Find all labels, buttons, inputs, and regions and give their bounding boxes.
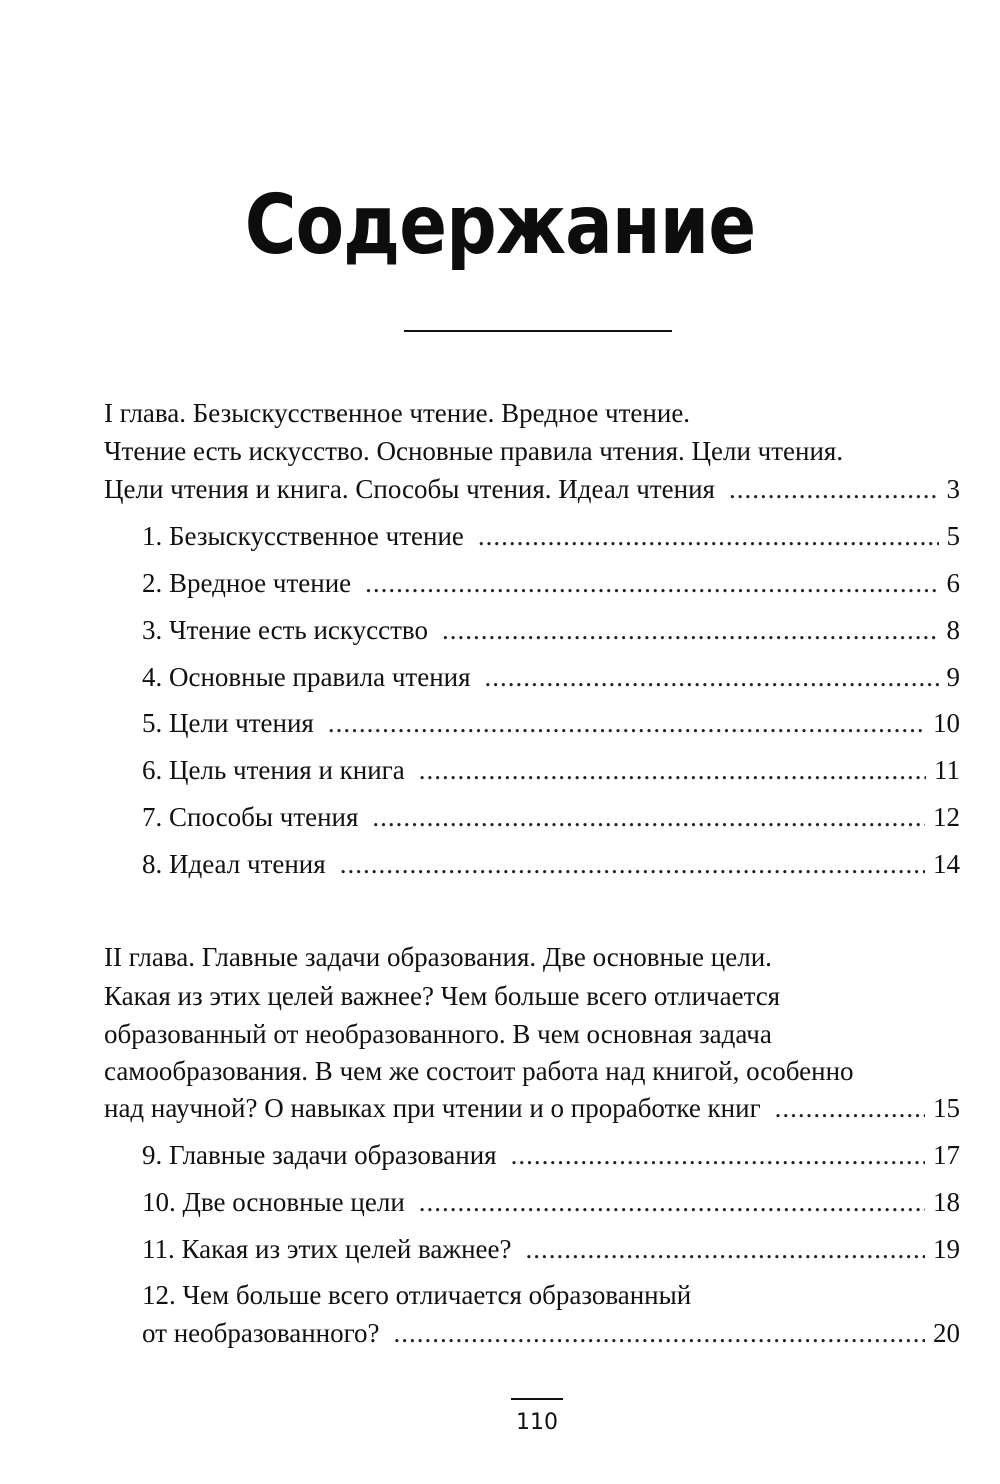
- dot-leader: [729, 472, 939, 506]
- toc-item[interactable]: [142, 847, 960, 881]
- dot-leader: [478, 519, 939, 553]
- dot-leader: [394, 1316, 925, 1350]
- toc-label: 6. Цель чтения и книга: [142, 755, 405, 785]
- toc-page-number: 11: [934, 755, 960, 785]
- toc-label: 8. Идеал чтения: [142, 849, 326, 879]
- toc-item[interactable]: [142, 1185, 960, 1219]
- toc-item[interactable]: [142, 1232, 960, 1266]
- toc-label: 2. Вредное чтение: [142, 568, 352, 598]
- toc-page-number: 20: [933, 1318, 960, 1348]
- toc-page-number: 14: [933, 849, 960, 879]
- toc-label: 7. Способы чтения: [142, 802, 359, 832]
- toc-page-number: 5: [946, 521, 960, 551]
- dot-leader: [511, 1138, 925, 1172]
- dot-leader: [328, 706, 925, 740]
- chapter2-heading-line: образованный от необразованного. В чем основная задача: [104, 1019, 772, 1049]
- toc-page-number: 19: [933, 1234, 960, 1264]
- title-divider: [404, 330, 672, 332]
- toc-item[interactable]: [142, 1138, 960, 1172]
- chapter2-heading-line: II глава. Главные задачи образования. Две основные цели.: [104, 942, 772, 972]
- page-title: Содержание: [244, 178, 756, 273]
- toc-label: 9. Главные задачи образования: [142, 1140, 497, 1170]
- toc-item[interactable]: [142, 660, 960, 694]
- toc-item[interactable]: [142, 519, 960, 553]
- toc-page-number: 12: [933, 802, 960, 832]
- toc-page-number: 9: [946, 662, 960, 692]
- toc-label: 1. Безыскусственное чтение: [142, 521, 464, 551]
- dot-leader: [485, 660, 939, 694]
- dot-leader: [372, 800, 925, 834]
- chapter1-heading-line: Чтение есть искусство. Основные правила чтения. Цели чтения.: [104, 436, 844, 466]
- dot-leader: [525, 1232, 925, 1266]
- toc-label: 4. Основные правила чтения: [142, 662, 471, 692]
- toc-page-number: 3: [946, 474, 960, 504]
- toc-item[interactable]: [142, 566, 960, 600]
- chapter2-heading-line: самообразования. В чем же состоит работа над книгой, особенно: [104, 1056, 854, 1086]
- dot-leader: [419, 753, 926, 787]
- toc-label: 11. Какая из этих целей важнее?: [142, 1234, 512, 1264]
- toc-label: 3. Чтение есть искусство: [142, 615, 428, 645]
- toc-page-number: 15: [933, 1093, 960, 1123]
- dot-leader: [775, 1091, 925, 1125]
- dot-leader: [419, 1185, 925, 1219]
- toc-page-number: 18: [933, 1187, 960, 1217]
- toc-label: от необразованного?: [142, 1318, 380, 1348]
- toc-label: Цели чтения и книга. Способы чтения. Идеал чтения: [104, 474, 715, 504]
- chapter1-heading-line: I глава. Безыскусственное чтение. Вредное чтение.: [104, 398, 691, 428]
- toc-item[interactable]: [142, 613, 960, 647]
- chapter1-entry[interactable]: [104, 472, 960, 506]
- toc-item[interactable]: [142, 706, 960, 740]
- toc-item-first-line[interactable]: 12. Чем больше всего отличается образованный: [142, 1280, 692, 1310]
- footer-divider: [511, 1398, 563, 1400]
- chapter2-entry[interactable]: [104, 1091, 960, 1125]
- page-number: 110: [516, 1410, 558, 1435]
- toc-label: над научной? О навыках при чтении и о проработке книг: [104, 1093, 761, 1123]
- dot-leader: [340, 847, 925, 881]
- toc-item[interactable]: [142, 1316, 960, 1350]
- dot-leader: [365, 566, 938, 600]
- toc-label: 5. Цели чтения: [142, 708, 314, 738]
- toc-item[interactable]: [142, 753, 960, 787]
- toc-page-number: 17: [933, 1140, 960, 1170]
- chapter2-heading-line: Какая из этих целей важнее? Чем больше всего отличается: [104, 981, 781, 1011]
- toc-item[interactable]: [142, 800, 960, 834]
- dot-leader: [442, 613, 939, 647]
- toc-page-number: 10: [933, 708, 960, 738]
- toc-label: 10. Две основные цели: [142, 1187, 405, 1217]
- toc-page-number: 6: [946, 568, 960, 598]
- toc-page-number: 8: [946, 615, 960, 645]
